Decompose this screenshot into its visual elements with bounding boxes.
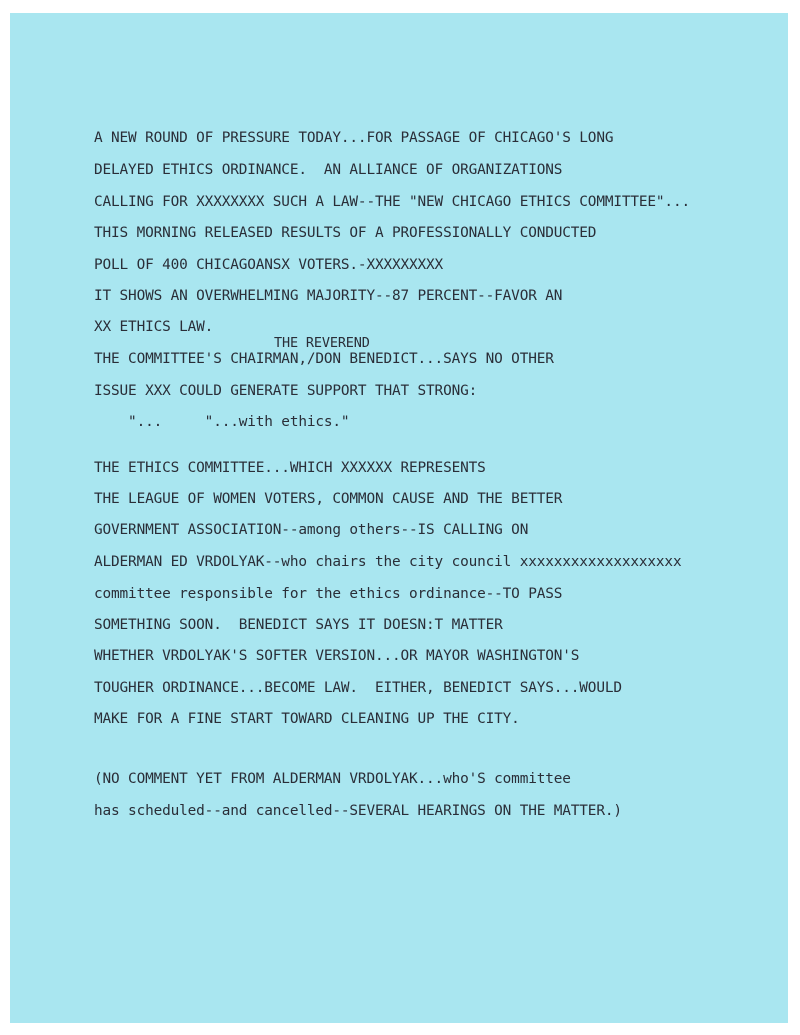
quote-line: "... "...with ethics." <box>94 414 350 430</box>
text-line: THIS MORNING RELEASED RESULTS OF A PROFESSIONALLY CONDUCTED <box>94 225 597 241</box>
text-line: (NO COMMENT YET FROM ALDERMAN VRDOLYAK...who'S committee <box>94 771 571 787</box>
text-line: TOUGHER ORDINANCE...BECOME LAW. EITHER, BENEDICT SAYS...WOULD <box>94 680 622 696</box>
text-line: GOVERNMENT ASSOCIATION--among others--IS CALLING ON <box>94 522 529 538</box>
text-line: SOMETHING SOON. BENEDICT SAYS IT DOESN:T MATTER <box>94 617 503 633</box>
text-line: has scheduled--and cancelled--SEVERAL HEARINGS ON THE MATTER.) <box>94 803 622 819</box>
text-line: THE COMMITTEE'S CHAIRMAN,/DON BENEDICT...SAYS NO OTHER <box>94 351 554 367</box>
text-line: POLL OF 400 CHICAGOANSX VOTERS.-XXXXXXXXX <box>94 257 444 273</box>
text-line: THE LEAGUE OF WOMEN VOTERS, COMMON CAUSE AND THE BETTER <box>94 491 563 507</box>
text-line: IT SHOWS AN OVERWHELMING MAJORITY--87 PERCENT--FAVOR AN <box>94 288 563 304</box>
inserted-text: THE REVEREND <box>274 335 370 351</box>
text-line: WHETHER VRDOLYAK'S SOFTER VERSION...OR MAYOR WASHINGTON'S <box>94 648 580 664</box>
text-line: A NEW ROUND OF PRESSURE TODAY...FOR PASSAGE OF CHICAGO'S LONG <box>94 130 614 146</box>
text-line: ISSUE XXX COULD GENERATE SUPPORT THAT STRONG: <box>94 383 478 399</box>
text-line: CALLING FOR XXXXXXXX SUCH A LAW--THE "NEW CHICAGO ETHICS COMMITTEE"... <box>94 194 690 210</box>
text-line: MAKE FOR A FINE START TOWARD CLEANING UP THE CITY. <box>94 711 520 727</box>
text-line: ALDERMAN ED VRDOLYAK--who chairs the city council xxxxxxxxxxxxxxxxxxx <box>94 554 682 570</box>
text-line: XX ETHICS LAW. <box>94 319 214 335</box>
text-line: committee responsible for the ethics ordinance--TO PASS <box>94 586 563 602</box>
text-line: THE ETHICS COMMITTEE...WHICH XXXXXX REPRESENTS <box>94 460 486 476</box>
text-line: DELAYED ETHICS ORDINANCE. AN ALLIANCE OF ORGANIZATIONS <box>94 162 563 178</box>
